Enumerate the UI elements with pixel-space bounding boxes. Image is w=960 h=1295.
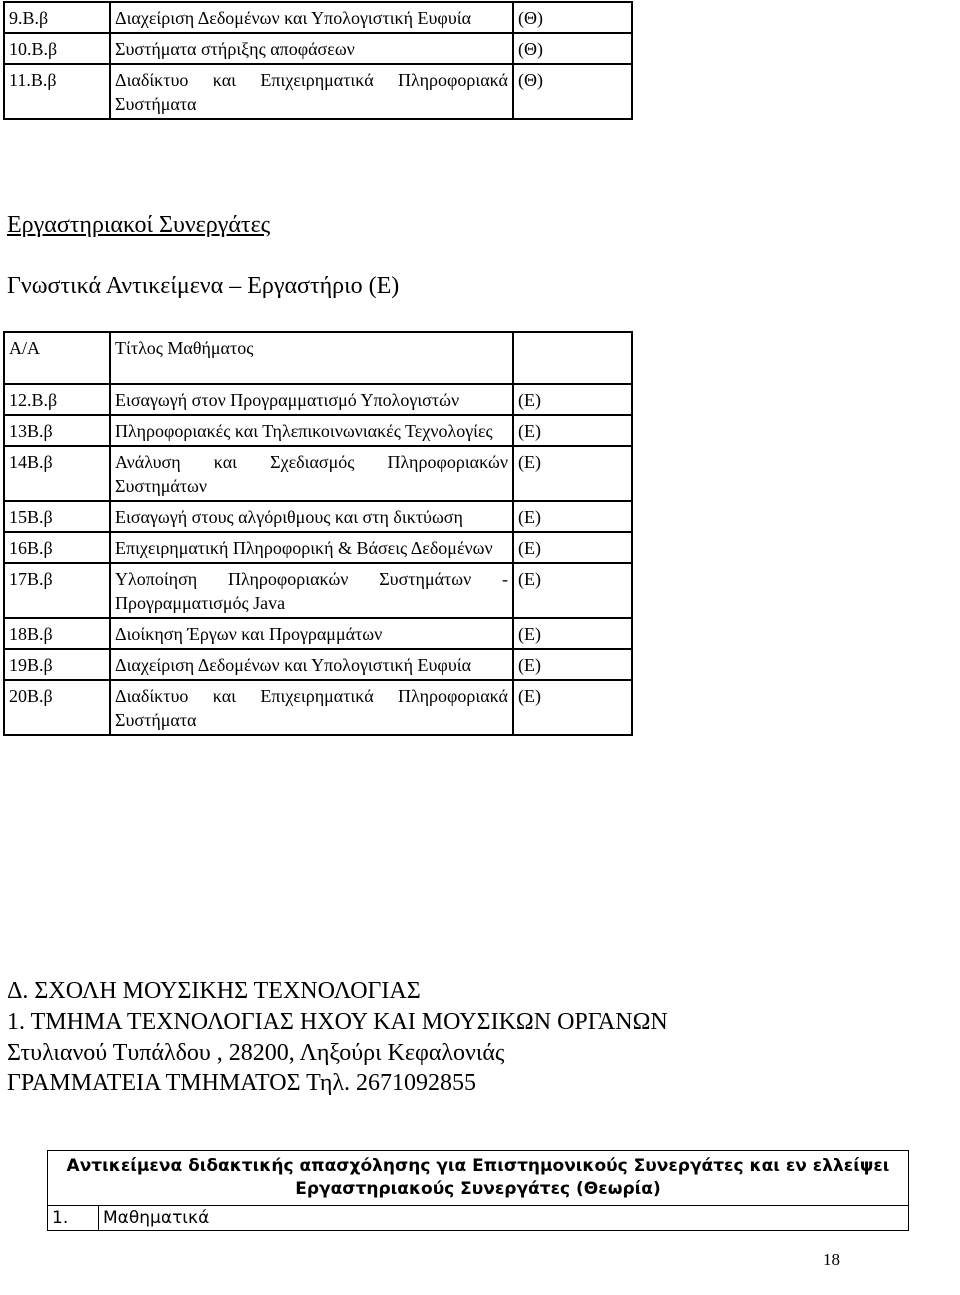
course-title: Διαχείριση Δεδομένων και Υπολογιστική Ευφυία xyxy=(110,649,513,680)
column-header-title: Τίτλος Μαθήματος xyxy=(110,332,513,384)
lab-section-heading: Εργαστηριακοί Συνεργάτες xyxy=(7,212,271,238)
course-type: (Ε) xyxy=(513,415,632,446)
course-title: Επιχειρηματική Πληροφορική & Βάσεις Δεδομένων xyxy=(110,532,513,563)
course-type: (Ε) xyxy=(513,384,632,415)
course-code: 10.Β.β xyxy=(4,33,110,64)
table-row xyxy=(4,33,632,64)
table-row xyxy=(4,64,632,119)
course-type: (Θ) xyxy=(513,64,632,119)
course-type: (Ε) xyxy=(513,649,632,680)
course-title: Διαδίκτυο και Επιχειρηματικά Πληροφοριακά Συστήματα xyxy=(110,680,513,735)
course-code: 19Β.β xyxy=(4,649,110,680)
course-type: (Ε) xyxy=(513,680,632,735)
department-title: 1. ΤΜΗΜΑ ΤΕΧΝΟΛΟΓΙΑΣ ΗΧΟΥ ΚΑΙ ΜΟΥΣΙΚΩΝ ΟΡΓΑΝΩΝ xyxy=(7,1009,668,1035)
subject-number: 1. xyxy=(48,1206,99,1231)
course-title: Διαχείριση Δεδομένων και Υπολογιστική Ευφυία xyxy=(110,2,513,33)
course-code: 13Β.β xyxy=(4,415,110,446)
course-code: 11.Β.β xyxy=(4,64,110,119)
page-number: 18 xyxy=(823,1250,840,1269)
table-row xyxy=(48,1206,909,1231)
lab-section-subheading: Γνωστικά Αντικείμενα – Εργαστήριο (Ε) xyxy=(7,273,400,299)
course-type: (Ε) xyxy=(513,501,632,532)
course-title: Υλοποίηση Πληροφοριακών Συστημάτων - Προγραμματισμός Java xyxy=(110,563,513,618)
course-title: Πληροφοριακές και Τηλεπικοινωνιακές Τεχνολογίες xyxy=(110,415,513,446)
course-code: 20Β.β xyxy=(4,680,110,735)
course-code: 16Β.β xyxy=(4,532,110,563)
table-row xyxy=(4,649,632,680)
course-type: (Ε) xyxy=(513,618,632,649)
column-header-number: Α/Α xyxy=(4,332,110,384)
school-title: Δ. ΣΧΟΛΗ ΜΟΥΣΙΚΗΣ ΤΕΧΝΟΛΟΓΙΑΣ xyxy=(7,978,421,1004)
table-row xyxy=(4,618,632,649)
table-row xyxy=(4,415,632,446)
course-type: (Ε) xyxy=(513,532,632,563)
course-code: 9.Β.β xyxy=(4,2,110,33)
course-type: (Θ) xyxy=(513,33,632,64)
secretariat-phone-line: ΓΡΑΜΜΑΤΕΙΑ ΤΜΗΜΑΤΟΣ Τηλ. 2671092855 xyxy=(7,1070,477,1096)
course-code: 18Β.β xyxy=(4,618,110,649)
course-type: (Ε) xyxy=(513,563,632,618)
table-row xyxy=(4,532,632,563)
subject-name: Μαθηματικά xyxy=(99,1206,909,1231)
course-code: 17Β.β xyxy=(4,563,110,618)
theory-courses-table xyxy=(3,1,633,120)
course-title: Διοίκηση Έργων και Προγραμμάτων xyxy=(110,618,513,649)
course-title: Εισαγωγή στον Προγραμματισμό Υπολογιστών xyxy=(110,384,513,415)
table-header-row xyxy=(4,332,632,384)
course-type: (Θ) xyxy=(513,2,632,33)
table-row xyxy=(4,501,632,532)
address-line: Στυλιανού Τυπάλδου , 28200, Ληξούρι Κεφαλονιάς xyxy=(7,1040,505,1066)
math-subjects-table xyxy=(47,1150,909,1231)
table-header: Αντικείμενα διδακτικής απασχόλησης για Επιστημονικούς Συνεργάτες και εν ελλείψει Εργαστηριακούς Συνεργάτες (Θεωρία) xyxy=(48,1151,909,1206)
table-row xyxy=(4,384,632,415)
course-title: Διαδίκτυο και Επιχειρηματικά Πληροφοριακά Συστήματα xyxy=(110,64,513,119)
course-code: 14Β.β xyxy=(4,446,110,501)
course-title: Ανάλυση και Σχεδιασμός Πληροφοριακών Συστημάτων xyxy=(110,446,513,501)
course-code: 15Β.β xyxy=(4,501,110,532)
course-title: Εισαγωγή στους αλγόριθμους και στη δικτύωση xyxy=(110,501,513,532)
lab-courses-table xyxy=(3,331,633,736)
column-header-type xyxy=(513,332,632,384)
course-title: Συστήματα στήριξης αποφάσεων xyxy=(110,33,513,64)
table-header-row xyxy=(48,1151,909,1206)
table-row xyxy=(4,446,632,501)
table-row xyxy=(4,680,632,735)
course-type: (Ε) xyxy=(513,446,632,501)
table-row xyxy=(4,2,632,33)
course-code: 12.Β.β xyxy=(4,384,110,415)
table-row xyxy=(4,563,632,618)
